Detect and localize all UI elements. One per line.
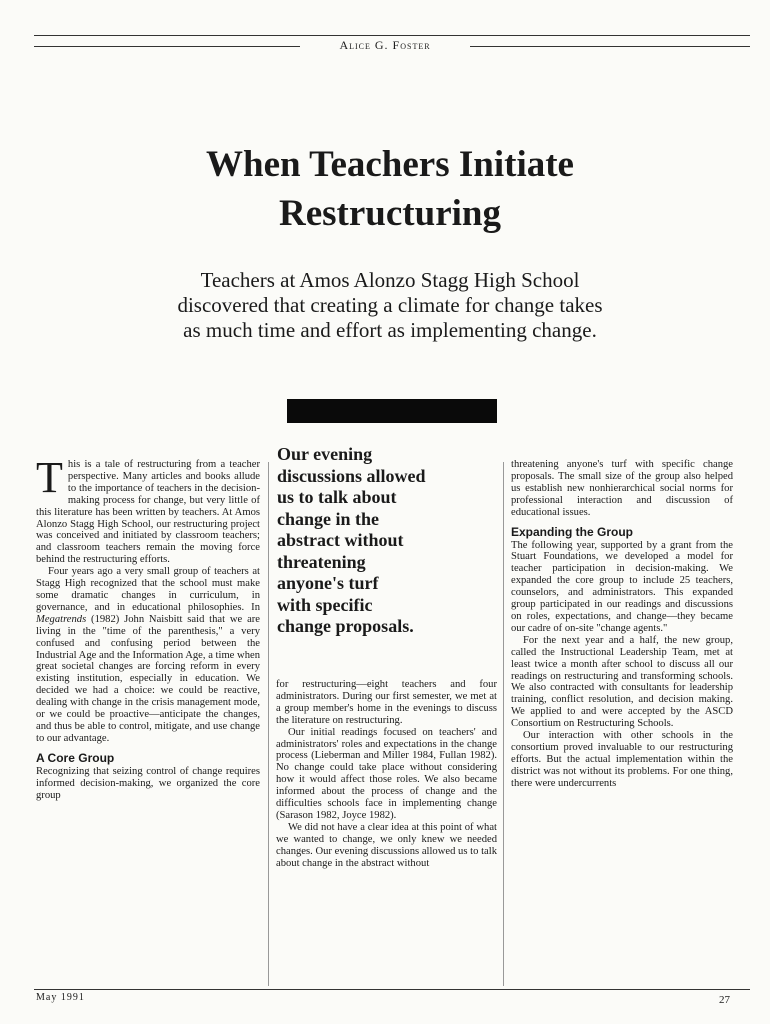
pull-quote-line: Our evening <box>277 444 373 464</box>
title-line-1: When Teachers Initiate <box>206 144 574 185</box>
paragraph: Recognizing that seizing control of change requires informed decision-making, we organized the core group <box>36 765 260 801</box>
subtitle-line-1: Teachers at Amos Alonzo Stagg High School <box>200 268 580 292</box>
issue-date: May 1991 <box>36 992 85 1003</box>
pull-quote-line: abstract without <box>277 530 404 550</box>
paragraph <box>36 566 260 745</box>
book-title: Megatrends <box>36 613 87 625</box>
running-head-author: Alice G. Foster <box>300 38 470 53</box>
intro-text: his is a tale of restructuring from a teacher perspective. Many articles and books allude to the importance of teachers in the decision-making process for change, but very little of this literature has been written by teachers. At Amos Alonzo Stagg High School, our restructuring project was conceived and initiated by classroom teachers; and classroom teachers remain the moving force behind the restructuring efforts. <box>36 459 260 566</box>
pull-quote-line: change in the <box>277 508 380 529</box>
paragraph-text: (1982) John Naisbitt said that we are living in the "time of the parenthesis," a very confused and confusing period between the Industrial Age and the Information Age, a time when great societal changes are forcing reform in every existing institution, especially in education. We decided we had a choice: we could be reactive, dealing with change in the crisis management mode, or we could be proactive—anticipate the changes, and thus be able to control, mitigate, and use change to our advantage. <box>36 613 260 744</box>
paragraph: For the next year and a half, the new group, called the Instructional Leadership Team, met at least twice a month after school to discuss all our readings on restructuring and transforming schools. We also contracted with consultants for leadership training, conflict resolution, and decision making. We applied to and were accepted by the ASCD Consortium on Restructuring Schools. <box>511 634 733 730</box>
paragraph-text: Four years ago a very small group of teachers at Stagg High recognized that the school must make some dramatic changes in curriculum, in governance, and in educational philosophies. In <box>36 566 260 613</box>
paragraph: threatening anyone's turf with specific change proposals. The small size of the group also helped us establish new nonhierarchical social norms for professional interaction and discussion of educational issues. <box>511 459 733 518</box>
column-3 <box>511 459 733 790</box>
intro-paragraph <box>36 453 260 566</box>
pull-quote-line: anyone's turf <box>277 573 379 593</box>
subtitle-line-2: discovered that creating a climate for change takes <box>177 293 603 317</box>
pull-quote <box>277 444 497 638</box>
paragraph: for restructuring—eight teachers and four administrators. During our first semester, we met at a group member's home in the evenings to discuss the literature on restructuring. <box>276 679 497 726</box>
section-heading-core-group: A Core Group <box>36 750 115 765</box>
paragraph: Our initial readings focused on teachers' and administrators' roles and expectations in the change process (Lieberman and Miller 1984, Fullan 1982). No change could take place without considering how it would affect those roles. We also became informed about the process of change and the difficulties schools face in implementing change (Sarason 1982, Joyce 1982). <box>276 726 497 821</box>
pull-quote-line: change proposals. <box>277 616 414 636</box>
subtitle-line-3: as much time and effort as implementing change. <box>183 318 597 342</box>
pull-quote-line: threatening <box>277 551 366 572</box>
column-divider <box>268 462 269 986</box>
pull-quote-line: discussions allowed <box>277 465 426 486</box>
article-subtitle <box>80 268 700 343</box>
title-line-2: Restructuring <box>279 193 501 234</box>
column-1 <box>36 453 260 801</box>
column-2 <box>276 679 497 870</box>
top-rule <box>34 35 750 36</box>
bottom-rule <box>34 989 750 990</box>
page-number: 27 <box>719 994 730 1006</box>
redaction-bar <box>287 399 497 423</box>
pull-quote-line: us to talk about <box>277 487 397 507</box>
section-heading-expanding-group: Expanding the Group <box>511 524 633 539</box>
pull-quote-line: with specific <box>277 594 373 615</box>
article-title <box>60 140 720 238</box>
running-head-rule-left <box>34 46 302 47</box>
paragraph: Our interaction with other schools in the consortium proved invaluable to our restructuring efforts. But the actual implementation within the district was not without its problems. For one thing, there were undercurrents <box>511 730 733 789</box>
drop-cap: T <box>36 453 63 502</box>
running-head-rule-right <box>468 46 750 47</box>
column-divider <box>503 462 504 986</box>
paragraph: The following year, supported by a grant from the Stuart Foundations, we developed a model for teacher participation in decision-making. We expanded the core group to include 25 teachers, counselors, and administrators. This expanded group participated in our readings and discussions on roles, expectations, and change—they became our cadre of on-site "change agents." <box>511 539 733 634</box>
paragraph: We did not have a clear idea at this point of what we wanted to change, we only knew we needed changes. Our evening discussions allowed us to talk about change in the abstract without <box>276 821 497 869</box>
